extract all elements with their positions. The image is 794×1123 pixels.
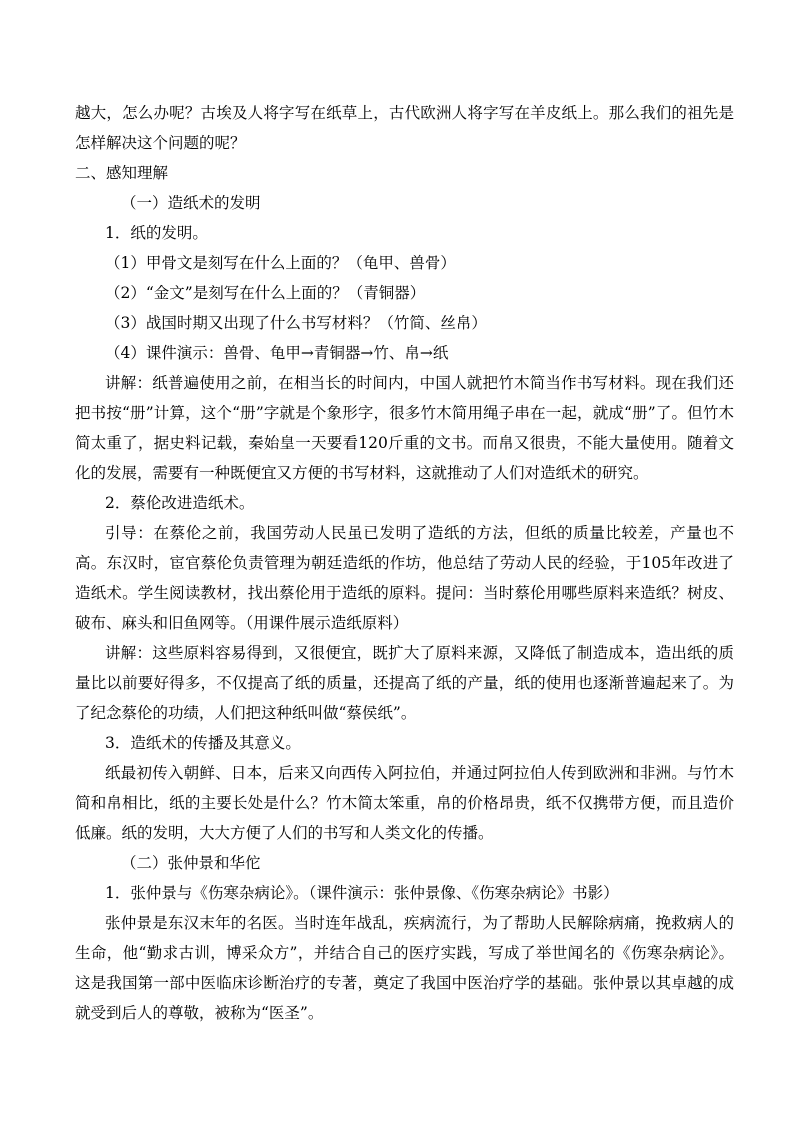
paragraph-zhang-zhongjing: 张仲景是东汉末年的名医。当时连年战乱，疾病流行，为了帮助人民解除病痛，挽救病人的生命，他“勤求古训，博采众方”，并结合自己的医疗实践，写成了举世闻名的《伤寒杂病论》。这是我国第一部中医临床诊断治疗的专著，奠定了我国中医治疗学的基础。张仲景以其卓越的成就受到后人的尊敬，被称为“医圣”。 [75, 914, 734, 1022]
item-cai-lun-improvement: 2．蔡伦改进造纸术。 [105, 494, 255, 512]
subheading-zhang-hua: （二）张仲景和华佗 [121, 854, 261, 872]
question-bronze-inscriptions: （2）“金文”是刻写在什么上面的？（青铜器） [105, 284, 426, 302]
subheading-papermaking-invention: （一）造纸术的发明 [121, 194, 261, 212]
paragraph-paper-spread: 纸最初传入朝鲜、日本，后来又向西传入阿拉伯，并通过阿拉伯人传到欧洲和非洲。与竹木简和帛相比，纸的主要长处是什么？竹木简太笨重，帛的价格昂贵，纸不仅携带方便，而且造价低廉。纸的发明，大大方便了人们的书写和人类文化的传播。 [75, 764, 734, 842]
courseware-demo-materials: （4）课件演示：兽骨、龟甲→青铜器→竹、帛→纸 [105, 344, 449, 362]
question-warring-states: （3）战国时期又出现了什么书写材料？（竹简、丝帛） [105, 314, 487, 332]
paragraph-explanation-bamboo: 讲解：纸普遍使用之前，在相当长的时间内，中国人就把竹木简当作书写材料。现在我们还把书按“册”计算，这个“册”字就是个象形字，很多竹木简用绳子串在一起，就成“册”了。但竹木简太重了，据史料记载，秦始皇一天要看120斤重的文书。而帛又很贵，不能大量使用。随着文化的发展，需要有一种既便宜又方便的书写材料，这就推动了人们对造纸术的研究。 [75, 374, 734, 482]
question-oracle-bones: （1）甲骨文是刻写在什么上面的？（龟甲、兽骨） [105, 254, 456, 272]
paragraph-guide-cai-lun: 引导：在蔡伦之前，我国劳动人民虽已发明了造纸的方法，但纸的质量比较差，产量也不高。东汉时，宦官蔡伦负责管理为朝廷造纸的作坊，他总结了劳动人民的经验，于105年改进了造纸术。学生阅读教材，找出蔡伦用于造纸的原料。提问：当时蔡伦用哪些原料来造纸？树皮、破布、麻头和旧鱼网等。（用课件展示造纸原料） [75, 524, 734, 632]
paragraph-intro-continued: 越大，怎么办呢？古埃及人将字写在纸草上，古代欧洲人将字写在羊皮纸上。那么我们的祖先是怎样解决这个问题的呢？ [75, 104, 734, 152]
section-heading-perception: 二、感知理解 [75, 164, 169, 182]
paragraph-explanation-materials: 讲解：这些原料容易得到，又很便宜，既扩大了原料来源，又降低了制造成本，造出纸的质量比以前要好得多，不仅提高了纸的质量，还提高了纸的产量，纸的使用也逐渐普遍起来了。为了纪念蔡伦的功绩，人们把这种纸叫做“蔡侯纸”。 [75, 644, 734, 722]
item-zhang-zhongjing: 1．张仲景与《伤寒杂病论》。（课件演示：张仲景像、《伤寒杂病论》书影） [105, 884, 619, 902]
item-paper-invention: 1．纸的发明。 [105, 224, 208, 242]
item-papermaking-spread: 3．造纸术的传播及其意义。 [105, 734, 301, 752]
